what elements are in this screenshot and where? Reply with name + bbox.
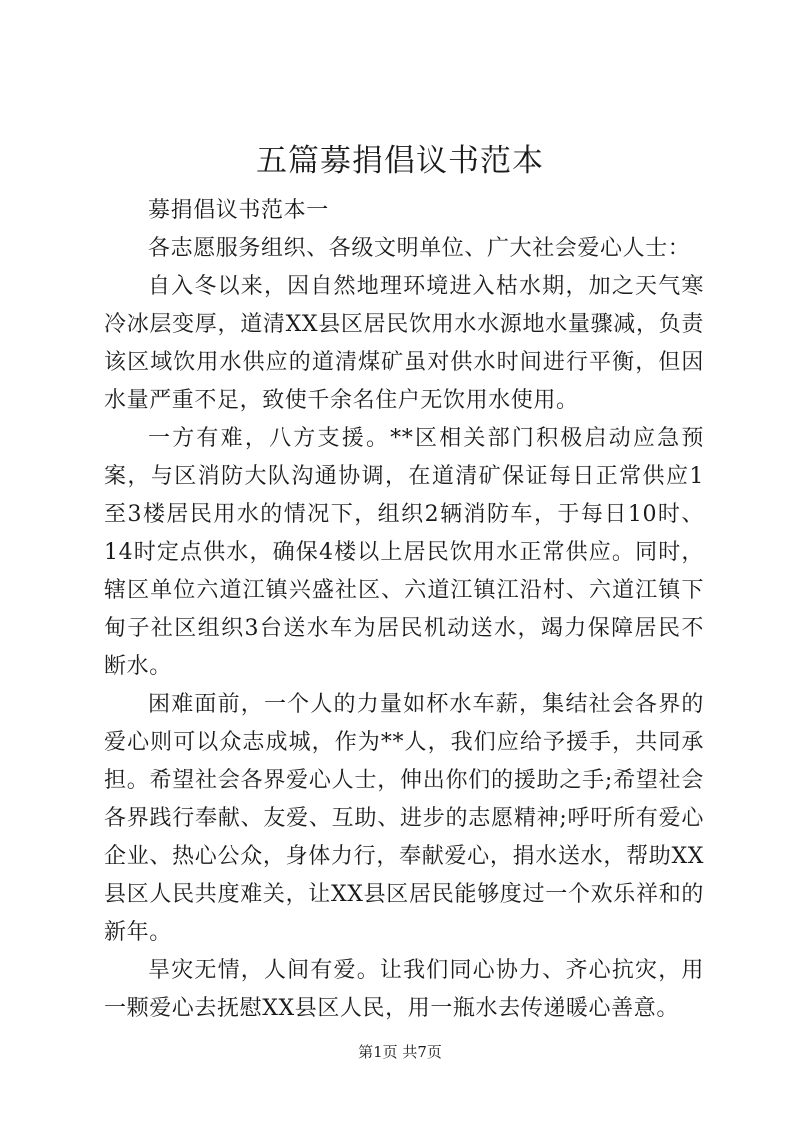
paragraph: 困难面前，一个人的力量如杯水车薪，集结社会各界的爱心则可以众志成城，作为**人，我们应给予援手，共同承担。希望社会各界爱心人士，伸出你们的援助之手;希望社会各界践行奉献、友爱、互助、进步的志愿精神;呼吁所有爱心企业、热心公众，身体力行，奉献爱心，捐水送水，帮助XX县区人民共度难关，让XX县区居民能够度过一个欢乐祥和的新年。 [104, 692, 704, 945]
document-body [104, 192, 704, 1028]
paragraph: 一方有难，八方支援。**区相关部门积极启动应急预案，与区消防大队沟通协调，在道清矿保证每日正常供应1至3楼居民用水的情况下，组织2辆消防车，于每日10时、14时定点供水，确保4楼以上居民饮用水正常供应。同时，辖区单位六道江镇兴盛社区、六道江镇江沿村、六道江镇下甸子社区组织3台送水车为居民机动送水，竭力保障居民不断水。 [104, 426, 704, 679]
page-number-footer: 第1页 共7页 [358, 1043, 442, 1061]
salutation: 各志愿服务组织、各级文明单位、广大社会爱心人士： [148, 236, 691, 261]
section-heading: 募捐倡议书范本一 [148, 198, 329, 223]
paragraph: 旱灾无情，人间有爱。让我们同心协力、齐心抗灾，用一颗爱心去抚慰XX县区人民，用一瓶水去传递暖心善意。 [104, 958, 704, 1021]
document-title: 五篇募捐倡议书范本 [256, 143, 544, 179]
paragraph: 自入冬以来，因自然地理环境进入枯水期，加之天气寒冷冰层变厚，道清XX县区居民饮用水水源地水量骤减，负责该区域饮用水供应的道清煤矿虽对供水时间进行平衡，但因水量严重不足，致使千余名住户无饮用水使用。 [104, 274, 704, 413]
